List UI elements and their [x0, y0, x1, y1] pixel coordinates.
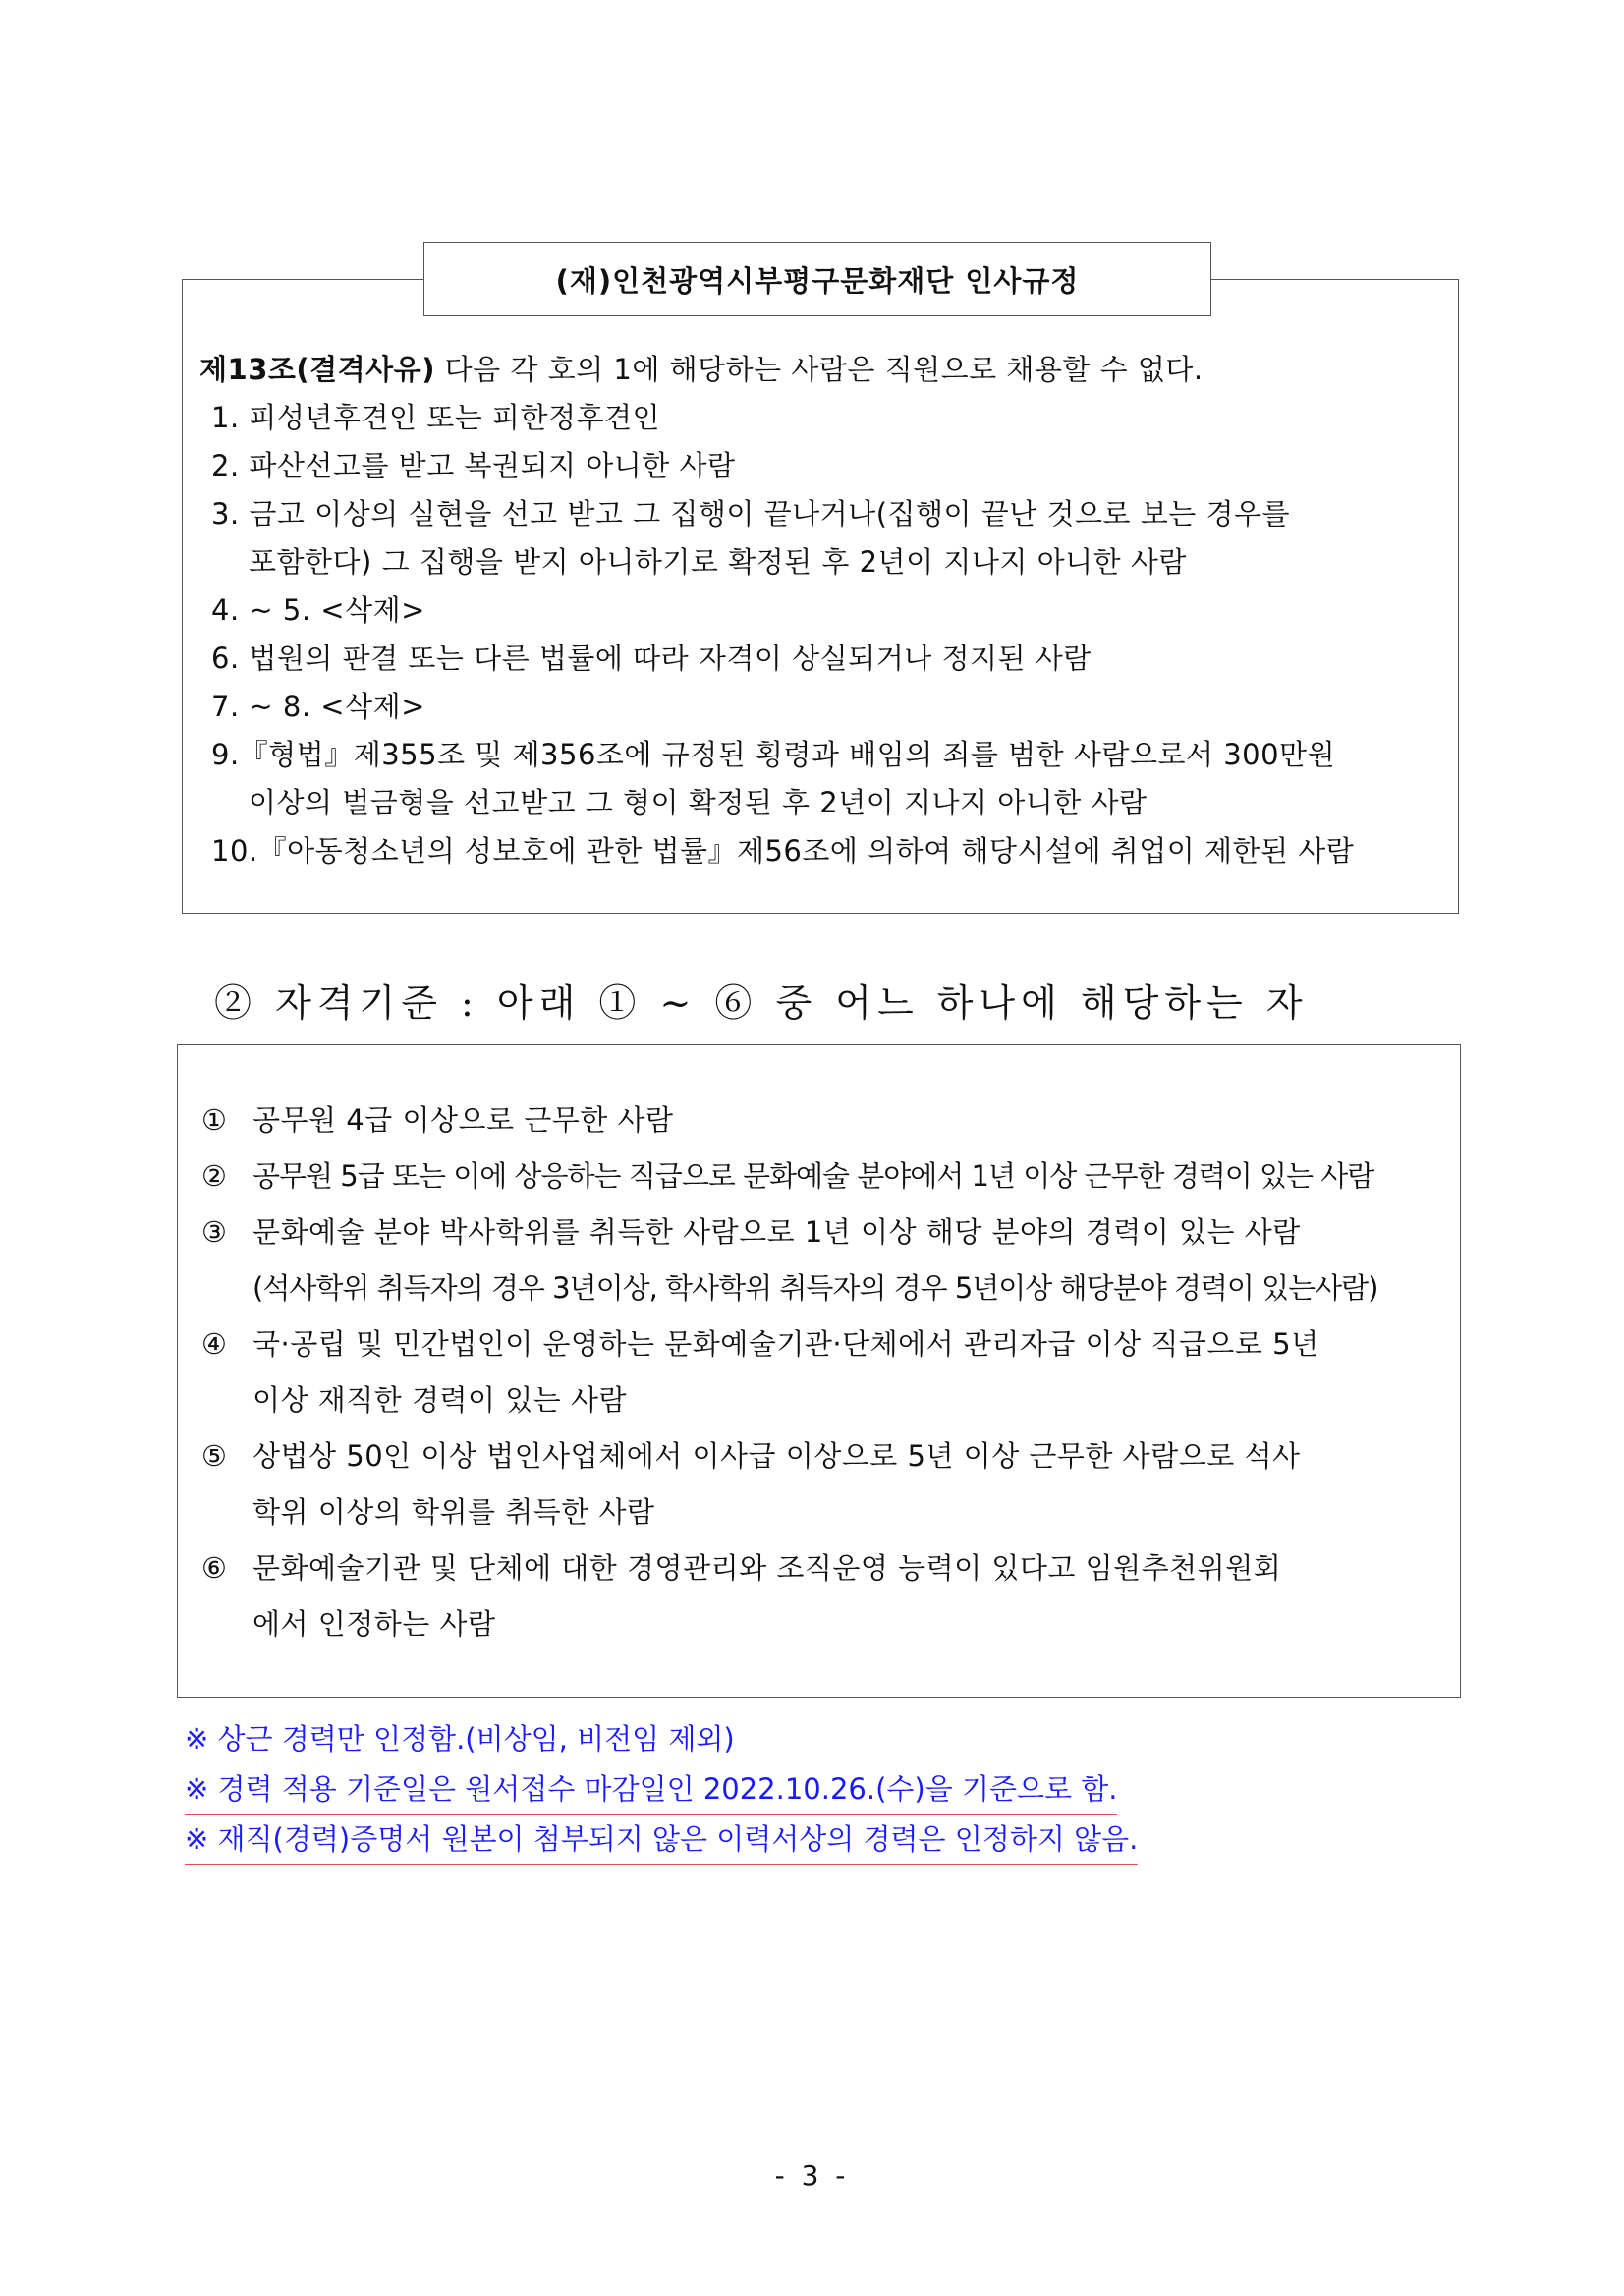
criterion-3: [201, 1204, 1439, 1260]
page-number: - 3 -: [774, 2159, 850, 2192]
criterion-mark: ①: [201, 1103, 228, 1137]
notes: [185, 1714, 1138, 1865]
article-text: 다음 각 호의 1에 해당하는 사람은 직원으로 채용할 수 없다.: [434, 353, 1204, 386]
article-item: 2. 파산선고를 받고 복권되지 아니한 사람: [211, 449, 736, 482]
article-item: 10.『아동청소년의 성보호에 관한 법률』제56조에 의하여 해당시설에 취업이 제한된 사람: [211, 834, 1355, 868]
criterion-text: 문화예술 분야 박사학위를 취득한 사람으로 1년 이상 해당 분야의 경력이 있는 사람: [252, 1215, 1301, 1249]
criterion-3-continuation: (석사학위 취득자의 경우 3년이상, 학사학위 취득자의 경우 5년이상 해당분야 경력이 있는사람): [252, 1271, 1378, 1305]
criterion-mark: ④: [201, 1327, 228, 1361]
criterion-4: [201, 1316, 1439, 1372]
article-item: 3. 금고 이상의 실현을 선고 받고 그 집행이 끝나거나(집행이 끝난 것으로 보는 경우를: [211, 497, 1291, 531]
article-13-body: [199, 346, 1449, 875]
criterion-mark: ⑤: [201, 1439, 228, 1473]
criterion-6-continuation: 에서 인정하는 사람: [252, 1607, 496, 1641]
article-heading: [199, 346, 1449, 394]
article-item: 9.『형법』제355조 및 제356조에 규정된 횡령과 배임의 죄를 범한 사람으로서 300만원: [211, 738, 1336, 771]
note-reference-date: ※ 경력 적용 기준일은 원서접수 마감일인 2022.10.26.(수)을 기준으로 함.: [185, 1764, 1117, 1815]
criterion-text: 공무원 4급 이상으로 근무한 사람: [252, 1103, 674, 1137]
article-item: 6. 법원의 판결 또는 다른 법률에 따라 자격이 상실되거나 정지된 사람: [211, 642, 1092, 675]
criterion-5-continuation: 학위 이상의 학위를 취득한 사람: [252, 1495, 655, 1529]
criterion-mark: ⑥: [201, 1551, 228, 1585]
criterion-5: [201, 1428, 1439, 1484]
note-fulltime-only: ※ 상근 경력만 인정함.(비상임, 비전임 제외): [185, 1714, 735, 1764]
article-item: 7. ~ 8. <삭제>: [211, 690, 425, 723]
criterion-text: 공무원 5급 또는 이에 상응하는 직급으로 문화예술 분야에서 1년 이상 근무한 경력이 있는 사람: [252, 1159, 1374, 1193]
note-certificate-required: ※ 재직(경력)증명서 원본이 첨부되지 않은 이력서상의 경력은 인정하지 않음.: [185, 1815, 1138, 1865]
qualification-heading: ② 자격기준 : 아래 ① ~ ⑥ 중 어느 하나에 해당하는 자: [214, 981, 1309, 1025]
article-item: 1. 피성년후견인 또는 피한정후견인: [211, 401, 661, 434]
article-item-continuation: 이상의 벌금형을 선고받고 그 형이 확정된 후 2년이 지나지 아니한 사람: [249, 786, 1148, 819]
article-item: 4. ~ 5. <삭제>: [211, 593, 425, 627]
criterion-mark: ②: [201, 1159, 226, 1193]
criterion-text: 문화예술기관 및 단체에 대한 경영관리와 조직운영 능력이 있다고 임원추천위원회: [252, 1551, 1282, 1585]
criterion-1: [201, 1092, 1439, 1148]
criterion-mark: ③: [201, 1215, 228, 1249]
regulation-title: (재)인천광역시부평구문화재단 인사규정: [423, 242, 1211, 316]
criterion-4-continuation: 이상 재직한 경력이 있는 사람: [252, 1383, 628, 1417]
criterion-text: 상법상 50인 이상 법인사업체에서 이사급 이상으로 5년 이상 근무한 사람으로 석사: [252, 1439, 1301, 1473]
qualification-criteria-list: [201, 1092, 1439, 1652]
article-item-continuation: 포함한다) 그 집행을 받지 아니하기로 확정된 후 2년이 지나지 아니한 사람: [249, 545, 1187, 579]
article-label: 제13조(결격사유): [199, 353, 435, 386]
criterion-text: 국·공립 및 민간법인이 운영하는 문화예술기관·단체에서 관리자급 이상 직급으로 5년: [252, 1327, 1319, 1361]
criterion-6: [201, 1540, 1439, 1596]
criterion-2: [201, 1148, 1439, 1204]
